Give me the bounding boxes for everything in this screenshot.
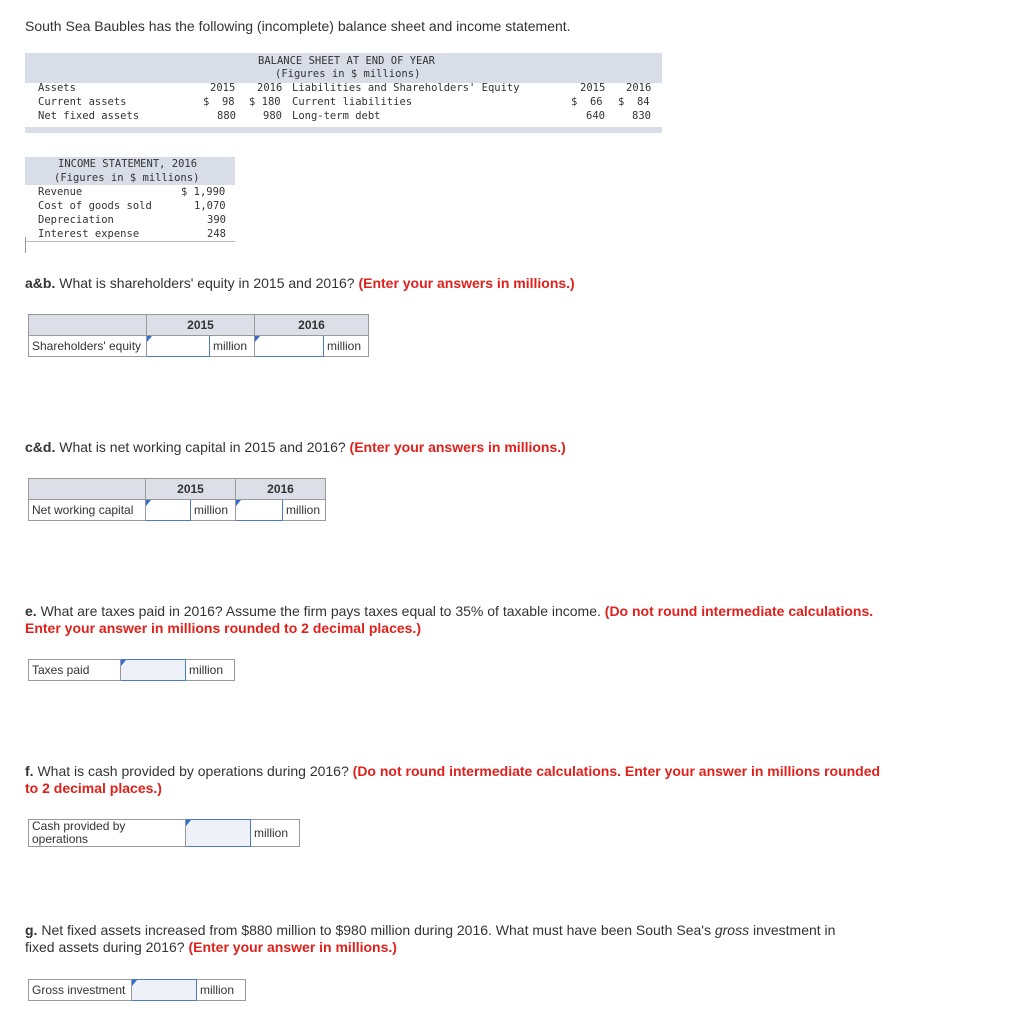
input-flag-icon — [121, 660, 126, 666]
question-f — [25, 763, 880, 797]
shareholders-equity-2016-input[interactable] — [255, 336, 324, 357]
question-g-note: (Enter your answer in millions.) — [188, 939, 397, 955]
input-flag-icon — [147, 336, 152, 342]
question-cd — [25, 439, 566, 456]
balance-sheet-title: BALANCE SHEET AT END OF YEAR — [258, 55, 436, 67]
interest-expense-value: 248 — [207, 228, 226, 240]
question-g-text-2: investment in — [749, 922, 836, 938]
liabilities-header: Liabilities and Shareholders' Equity — [292, 82, 520, 94]
question-g-italic: gross — [714, 922, 750, 938]
question-cd-prefix: c&d. — [25, 439, 56, 455]
net-fixed-assets-label: Net fixed assets — [38, 110, 140, 122]
gross-investment-table — [28, 979, 246, 1001]
net-working-capital-2016-input[interactable] — [236, 500, 283, 521]
long-term-debt-label: Long-term debt — [292, 110, 381, 122]
question-g-text-1: Net fixed assets increased from $880 million to $980 million during 2016. What must have been South Sea's — [37, 922, 715, 938]
question-f-note-2: to 2 decimal places.) — [25, 780, 162, 796]
cash-operations-table — [28, 819, 300, 847]
question-g — [25, 922, 835, 956]
depreciation-value: 390 — [207, 214, 226, 226]
unit-label: million — [186, 660, 235, 681]
income-statement-title: INCOME STATEMENT, 2016 — [58, 158, 198, 170]
cogs-label: Cost of goods sold — [38, 200, 152, 212]
question-f-text: What is cash provided by operations during 2016? — [33, 763, 353, 779]
balance-sheet-subtitle: (Figures in $ millions) — [275, 68, 421, 80]
unit-label: million — [283, 500, 326, 521]
question-e-note-1: (Do not round intermediate calculations. — [604, 603, 874, 619]
cogs-value: 1,070 — [194, 200, 226, 212]
shareholders-equity-table — [28, 314, 369, 357]
question-cd-note: (Enter your answers in millions.) — [349, 439, 566, 455]
cash-operations-input[interactable] — [186, 820, 251, 847]
interest-expense-label: Interest expense — [38, 228, 140, 240]
income-statement-tick — [25, 237, 26, 253]
taxes-paid-input[interactable] — [121, 660, 186, 681]
liab-year-2015: 2015 — [580, 82, 606, 94]
question-g-text-3: fixed assets during 2016? — [25, 939, 189, 955]
long-term-debt-2016: 830 — [632, 110, 651, 122]
shareholders-equity-2015-input[interactable] — [147, 336, 210, 357]
col-2015-header: 2015 — [147, 315, 255, 336]
net-working-capital-label: Net working capital — [29, 500, 146, 521]
cash-operations-label-line-1: Cash provided by — [32, 819, 126, 833]
current-liabilities-label: Current liabilities — [292, 96, 413, 108]
revenue-label: Revenue — [38, 186, 83, 198]
cash-operations-label-line-2: operations — [32, 832, 89, 846]
question-ab-note: (Enter your answers in millions.) — [358, 275, 575, 291]
current-liabilities-2015: $ 66 — [571, 96, 603, 108]
question-g-prefix: g. — [25, 922, 38, 938]
cash-operations-label — [29, 820, 186, 847]
input-flag-icon — [186, 820, 191, 826]
net-fixed-assets-2015: 880 — [217, 110, 236, 122]
asset-year-2015: 2015 — [210, 82, 236, 94]
gross-investment-input[interactable] — [132, 980, 197, 1001]
assets-header: Assets — [38, 82, 76, 94]
input-flag-icon — [236, 500, 241, 506]
taxes-paid-label: Taxes paid — [29, 660, 121, 681]
question-e — [25, 603, 873, 637]
shareholders-equity-label: Shareholders' equity — [29, 336, 147, 357]
col-2015-header: 2015 — [146, 479, 236, 500]
intro-text: South Sea Baubles has the following (incomplete) balance sheet and income statement. — [25, 18, 571, 34]
question-cd-text: What is net working capital in 2015 and 2016? — [55, 439, 350, 455]
unit-label: million — [210, 336, 255, 357]
asset-year-2016: 2016 — [257, 82, 283, 94]
question-f-prefix: f. — [25, 763, 34, 779]
gross-investment-label: Gross investment — [29, 980, 132, 1001]
current-liabilities-2016: $ 84 — [618, 96, 650, 108]
balance-sheet-bottom-band — [25, 127, 662, 133]
current-assets-2016: $ 180 — [249, 96, 281, 108]
unit-label: million — [191, 500, 236, 521]
revenue-value: $ 1,990 — [181, 186, 226, 198]
long-term-debt-2015: 640 — [586, 110, 605, 122]
unit-label: million — [197, 980, 246, 1001]
net-working-capital-table — [28, 478, 326, 521]
question-ab-prefix: a&b. — [25, 275, 56, 291]
question-e-prefix: e. — [25, 603, 37, 619]
unit-label: million — [324, 336, 369, 357]
col-2016-header: 2016 — [255, 315, 369, 336]
income-statement-subtitle: (Figures in $ millions) — [54, 172, 200, 184]
net-working-capital-2015-input[interactable] — [146, 500, 191, 521]
depreciation-label: Depreciation — [38, 214, 114, 226]
unit-label: million — [251, 820, 300, 847]
question-e-text: What are taxes paid in 2016? Assume the firm pays taxes equal to 35% of taxable income. — [36, 603, 605, 619]
taxes-paid-table — [28, 659, 235, 681]
liab-year-2016: 2016 — [626, 82, 652, 94]
net-fixed-assets-2016: 980 — [263, 110, 282, 122]
input-flag-icon — [146, 500, 151, 506]
input-flag-icon — [255, 336, 260, 342]
question-e-note-2: Enter your answer in millions rounded to 2 decimal places.) — [25, 620, 421, 636]
col-2016-header: 2016 — [236, 479, 326, 500]
income-statement-rule — [25, 241, 235, 242]
question-ab — [25, 275, 575, 292]
current-assets-label: Current assets — [38, 96, 127, 108]
question-f-note-1: (Do not round intermediate calculations. Enter your answer in millions rounded — [352, 763, 881, 779]
current-assets-2015: $ 98 — [203, 96, 235, 108]
table-corner — [29, 315, 147, 336]
table-corner — [29, 479, 146, 500]
input-flag-icon — [132, 980, 137, 986]
question-ab-text: What is shareholders' equity in 2015 and 2016? — [55, 275, 359, 291]
